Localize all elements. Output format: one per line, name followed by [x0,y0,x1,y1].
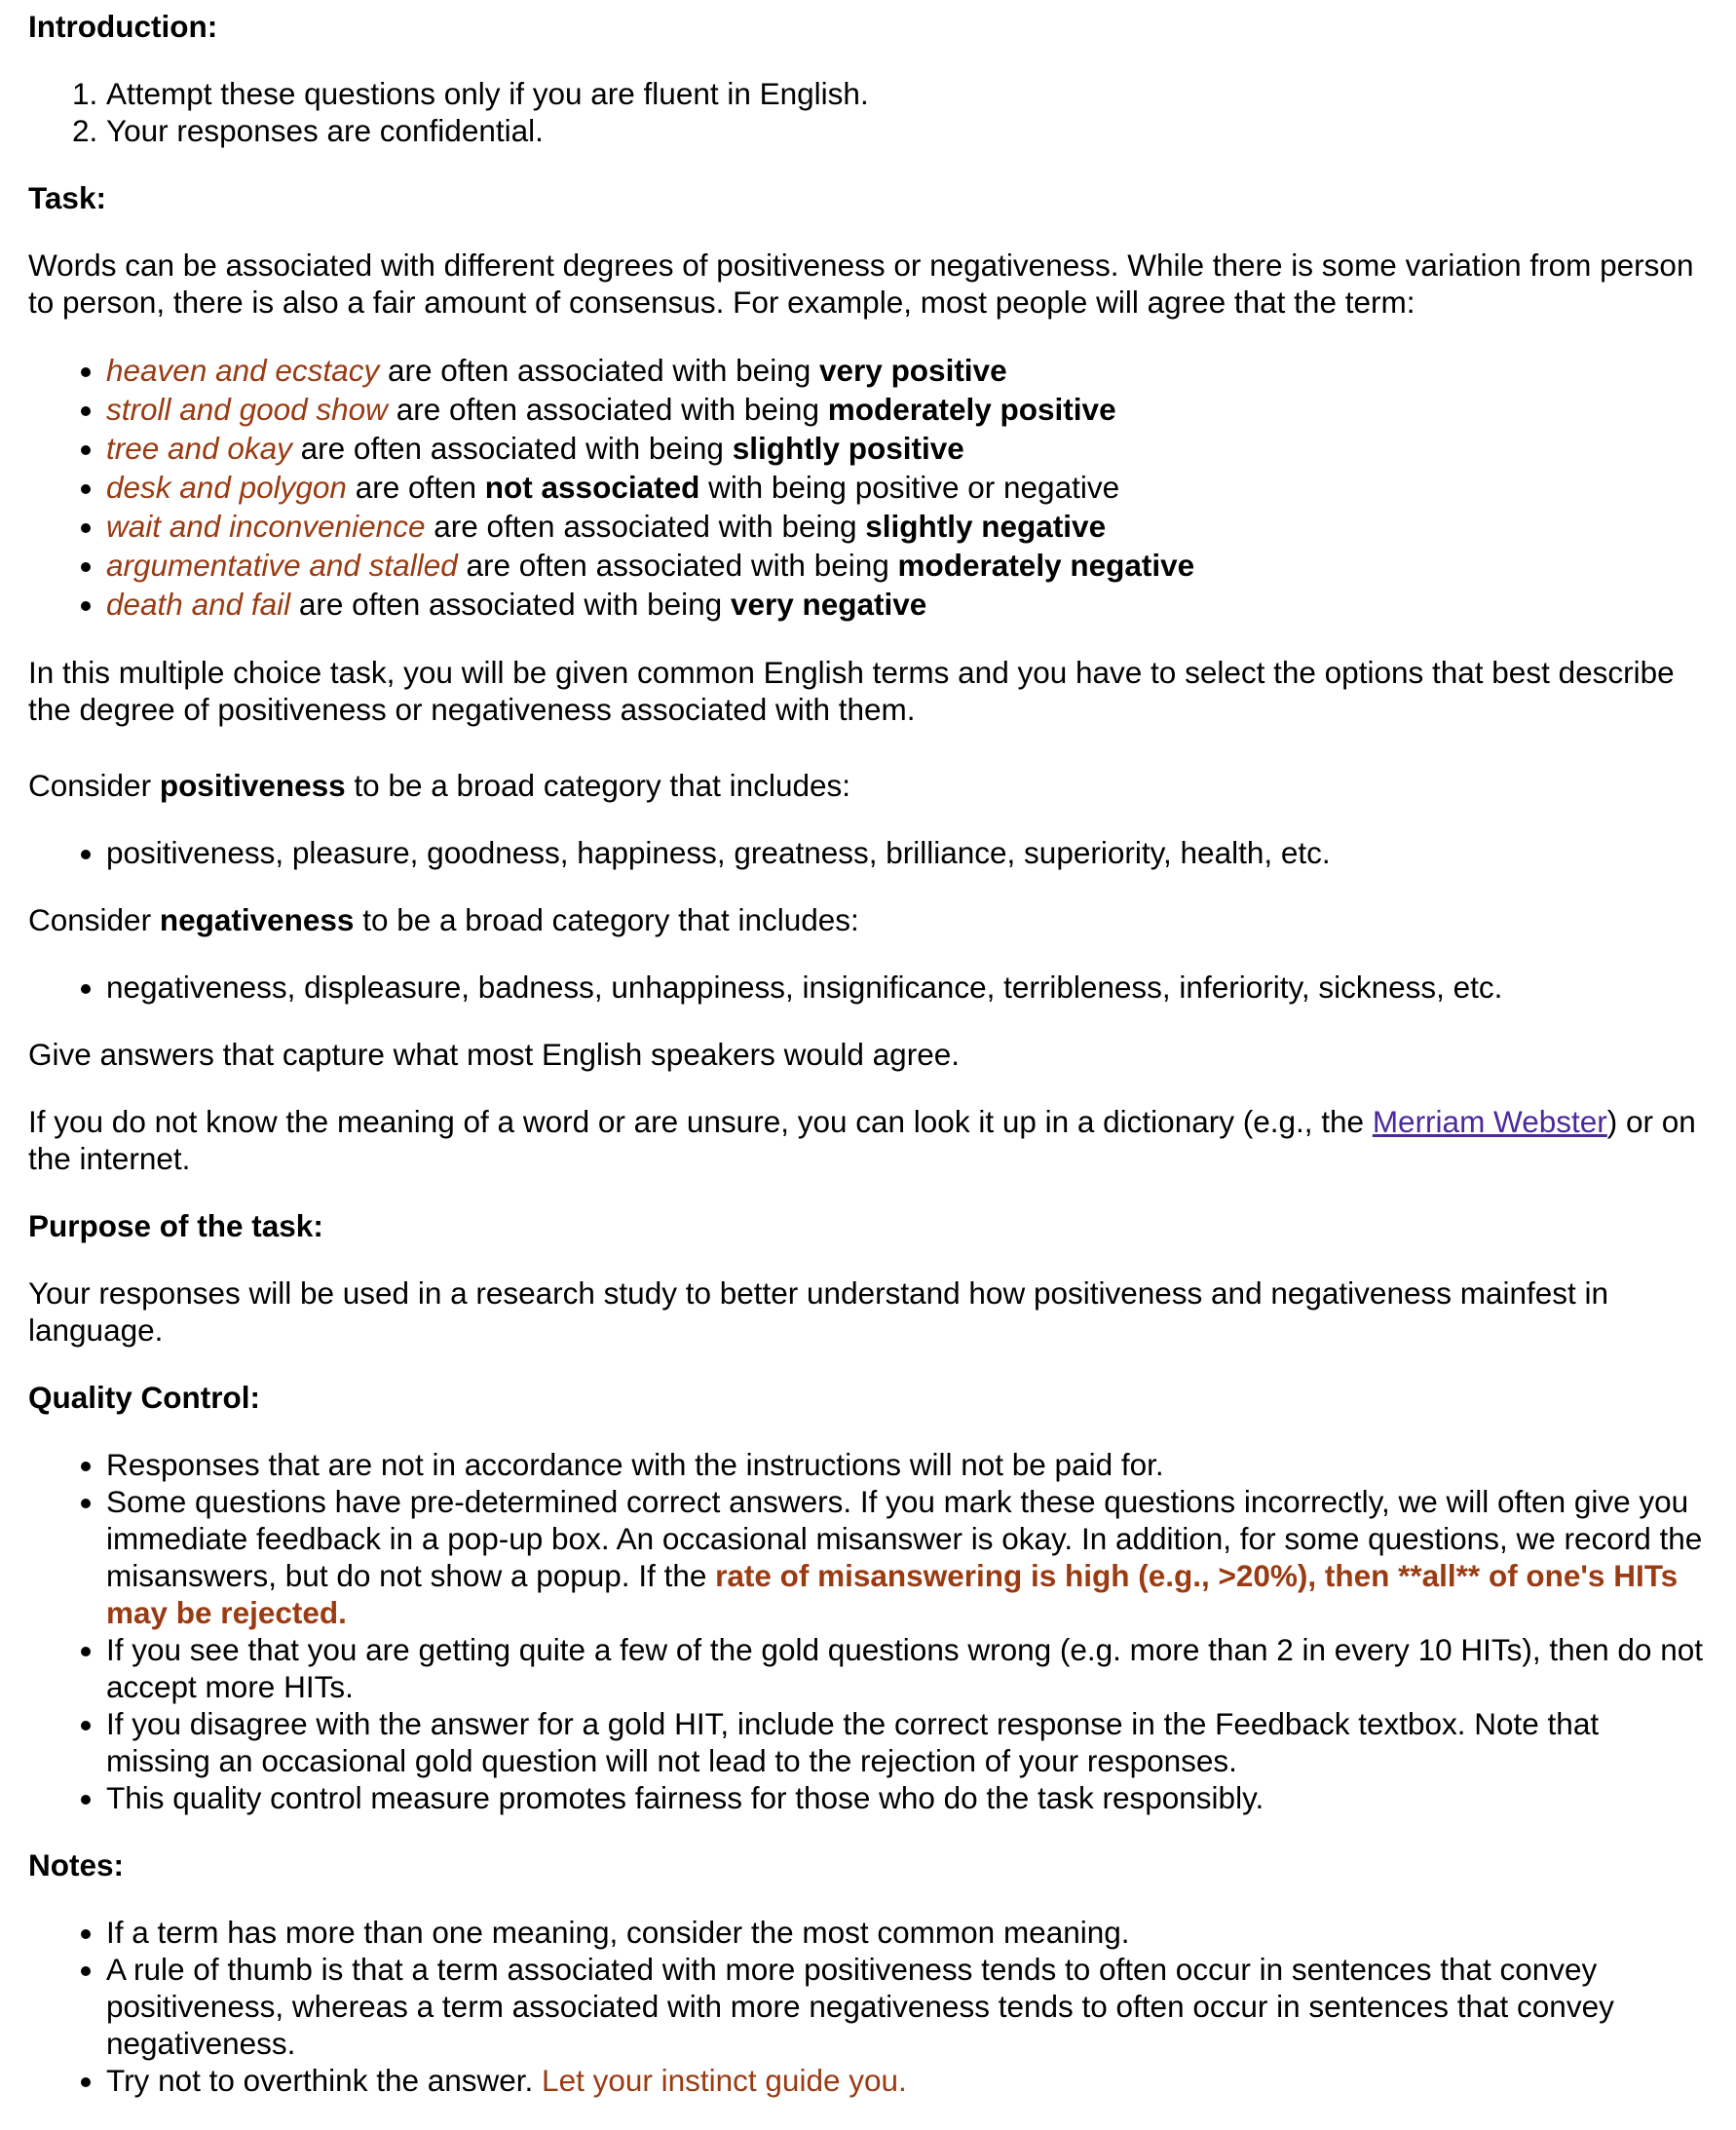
negativeness-word: negativeness [159,902,355,937]
example-item [106,429,1709,468]
positiveness-item: • positiveness, pleasure, goodness, happiness, greatness, brilliance, superiority, health, etc. [106,834,1709,871]
example-item [106,468,1709,507]
quality-item: • This quality control measure promotes fairness for those who do the task responsibly. [106,1779,1709,1816]
quality-item: • If you see that you are getting quite a few of the gold questions wrong (e.g. more than 2 in every 10 HITs), then do not accept more HITs. [106,1631,1709,1705]
quality-item: • Responses that are not in accordance with the instructions will not be paid for. [106,1446,1709,1483]
example-term: death and fail [106,587,291,622]
example-degree: very positive [819,353,1007,388]
example-mid: are often associated with being [379,353,819,388]
positiveness-prefix: Consider [28,768,160,803]
intro-heading: Introduction: [28,9,218,44]
negativeness-suffix: to be a broad category that includes: [354,902,859,937]
example-item [106,507,1709,546]
note-item-text: Try not to overthink the answer. [106,2063,543,2098]
example-mid: are often associated with being [291,431,733,466]
examples-list [28,351,1709,624]
positiveness-list [28,834,1709,871]
purpose-text: Your responses will be used in a research study to better understand how positiveness and negativeness mainfest in language. [28,1275,1609,1348]
example-mid: are often associated with being [425,509,866,544]
quality-item: • If you disagree with the answer for a gold HIT, include the correct response in the Feedback textbox. Note that missing an occasional gold question will not lead to the rejection of your responses. [106,1705,1709,1779]
merriam-webster-link[interactable]: Merriam Webster [1372,1104,1607,1139]
negativeness-item: • negativeness, displeasure, badness, unhappiness, insignificance, terribleness, inferiority, sickness, etc. [106,969,1709,1006]
example-item [106,390,1709,429]
intro-item: 2. Your responses are confidential. [106,112,1709,149]
example-degree: slightly negative [865,509,1107,544]
example-degree: moderately positive [827,392,1116,427]
negativeness-prefix: Consider [28,902,160,937]
dictionary-text [28,1103,1709,1177]
intro-list [28,75,1709,149]
example-mid: are often [346,470,485,505]
quality-item [106,1483,1709,1631]
task-heading: Task: [28,180,106,215]
negativeness-list [28,969,1709,1006]
task-paragraph: Words can be associated with different degrees of positiveness or negativeness. While there is some variation from person to person, there is also a fair amount of consensus. For example, most people will agree that the term: [28,247,1694,320]
example-tail: with being positive or negative [699,470,1120,505]
quality-item-text: Some questions have pre-determined correct answers. If you mark these questions incorrectly, we will often give you immediate feedback in a pop-up box. An occasional misanswer is okay. In addition, for some questions, we record the misanswers, but do not show a popup. If the [106,1484,1703,1593]
quality-heading: Quality Control: [28,1380,260,1415]
note-item [106,2062,1709,2099]
example-term: stroll and good show [106,392,388,427]
example-item [106,585,1709,624]
instinct-note: Let your instinct guide you. [542,2063,907,2098]
example-degree: slightly positive [732,431,964,466]
agree-text: Give answers that capture what most English speakers would agree. [28,1037,960,1072]
example-term: argumentative and stalled [106,548,458,583]
notes-list [28,1914,1709,2099]
quality-list [28,1446,1709,1816]
negativeness-intro [28,901,1709,938]
example-mid: are often associated with being [457,548,898,583]
positiveness-intro [28,767,1709,804]
example-term: wait and inconvenience [106,509,426,544]
task-description: In this multiple choice task, you will be given common English terms and you have to select the options that best describe the degree of positiveness or negativeness associated with them. [28,655,1675,727]
example-item [106,546,1709,585]
example-term: desk and polygon [106,470,347,505]
example-term: tree and okay [106,431,292,466]
example-mid: are often associated with being [387,392,828,427]
dictionary-prefix: If you do not know the meaning of a word or are unsure, you can look it up in a dictionary (e.g., the [28,1104,1373,1139]
example-degree: moderately negative [897,548,1195,583]
example-mid: are often associated with being [290,587,731,622]
positiveness-suffix: to be a broad category that includes: [345,768,851,803]
note-item: • If a term has more than one meaning, consider the most common meaning. [106,1914,1709,1951]
example-item [106,351,1709,390]
purpose-heading: Purpose of the task: [28,1208,323,1243]
example-term: heaven and ecstacy [106,353,380,388]
positiveness-word: positiveness [159,768,346,803]
example-degree: very negative [730,587,927,622]
example-degree: not associated [484,470,700,505]
note-item: • A rule of thumb is that a term associated with more positiveness tends to often occur in sentences that convey positiveness, whereas a term associated with more negativeness tends to often occur in sentences that convey negativeness. [106,1951,1709,2062]
dictionary-suffix: ) or on the internet. [28,1104,1696,1176]
notes-heading: Notes: [28,1847,125,1883]
misanswer-warning: rate of misanswering is high (e.g., >20%), then **all** of one's HITs may be rejected. [106,1558,1679,1630]
intro-item: 1. Attempt these questions only if you are fluent in English. [106,75,1709,112]
